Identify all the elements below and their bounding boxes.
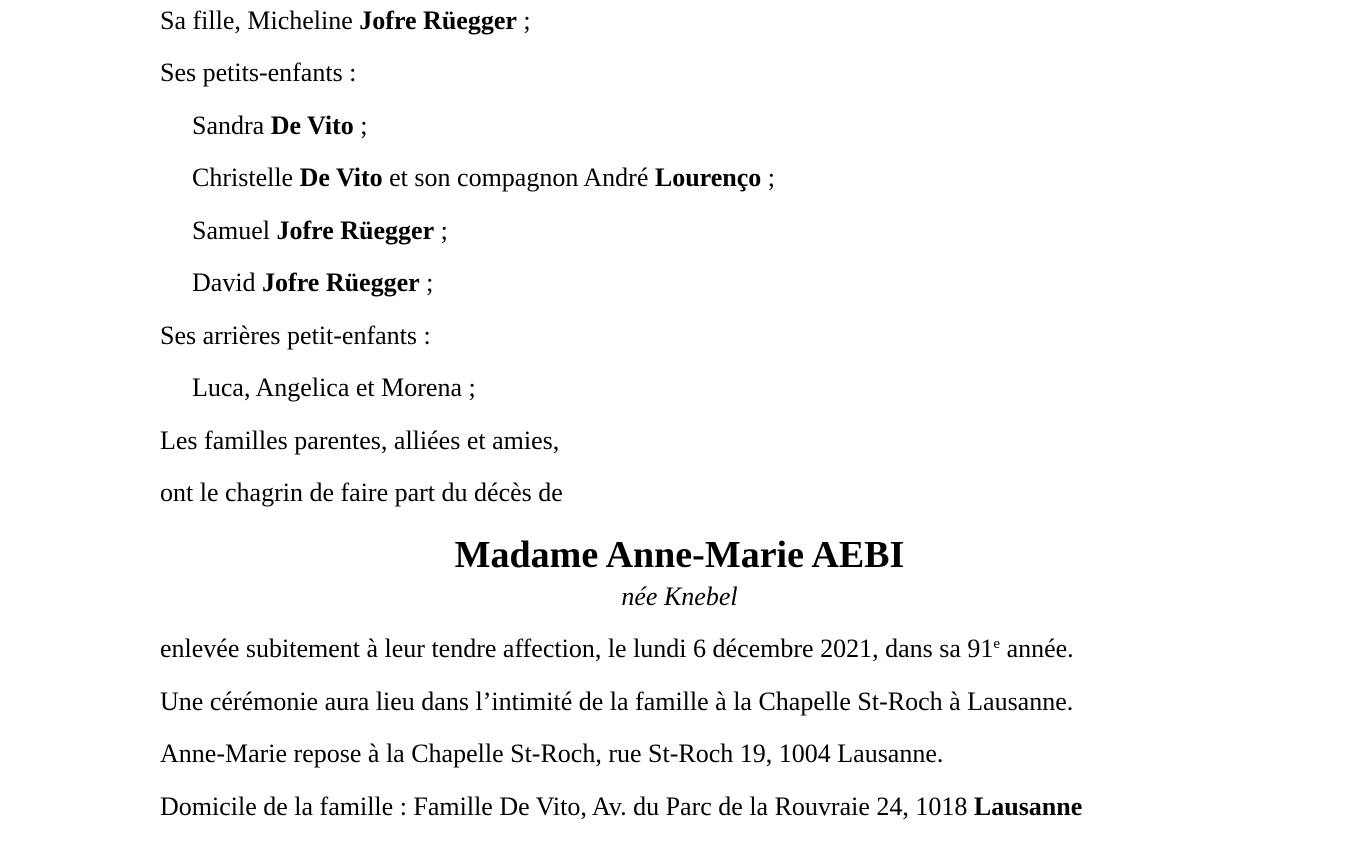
grandchild-first-name: Christelle xyxy=(192,163,300,192)
ceremony-line: Une cérémonie aura lieu dans l’intimité de la famille à la Chapelle St-Roch à Lausanne. xyxy=(160,687,1074,716)
grandchild-suffix: ; xyxy=(353,111,368,140)
grandchild-first-name: Sandra xyxy=(192,111,271,140)
grandchild-first-name: Samuel xyxy=(192,216,277,245)
grandchild-line xyxy=(192,216,448,246)
ordinal-superscript: e xyxy=(993,636,1001,652)
grandchild-surname: De Vito xyxy=(299,163,383,192)
grandchild-surname: Jofre Rüegger xyxy=(276,216,435,245)
grandchild-line xyxy=(192,268,433,298)
death-notice-end: année. xyxy=(1000,634,1074,663)
maiden-name: née Knebel xyxy=(621,582,738,611)
death-notice-line xyxy=(160,634,1074,664)
grandchild-line xyxy=(192,111,367,141)
relatives-line: Les familles parentes, alliées et amies, xyxy=(160,426,560,455)
announcement-line: ont le chagrin de faire part du décès de xyxy=(160,478,563,507)
grandchild-partner-text: et son compagnon André xyxy=(382,163,655,192)
domicile-address: Domicile de la famille : Famille De Vito, Av. du Parc de la Rouvraie 24, 1018 xyxy=(160,792,974,821)
daughter-suffix: ; xyxy=(516,6,531,35)
grandchild-line xyxy=(192,163,775,193)
great-grandchildren-names: Luca, Angelica et Morena ; xyxy=(192,373,476,402)
deceased-name: Madame Anne-Marie AEBI xyxy=(454,534,905,576)
daughter-line xyxy=(160,6,531,36)
grandchild-suffix: ; xyxy=(761,163,776,192)
grandchild-suffix: ; xyxy=(419,268,434,297)
grandchild-first-name: David xyxy=(192,268,263,297)
rest-location-line: Anne-Marie repose à la Chapelle St-Roch, rue St-Roch 19, 1004 Lausanne. xyxy=(160,739,944,768)
death-notice-text: enlevée subitement à leur tendre affection, le lundi 6 décembre 2021, dans sa 91 xyxy=(160,634,994,663)
daughter-prefix: Sa fille, Micheline xyxy=(160,6,360,35)
domicile-line xyxy=(160,792,1082,822)
grandchild-suffix: ; xyxy=(434,216,448,245)
grandchild-surname: Jofre Rüegger xyxy=(262,268,420,297)
daughter-surname: Jofre Rüegger xyxy=(359,6,517,35)
grandchildren-heading: Ses petits-enfants : xyxy=(160,58,357,87)
partner-surname: Lourenço xyxy=(654,163,762,192)
domicile-city: Lausanne xyxy=(973,792,1083,821)
great-grandchildren-heading: Ses arrières petit-enfants : xyxy=(160,321,431,350)
grandchild-surname: De Vito xyxy=(270,111,354,140)
